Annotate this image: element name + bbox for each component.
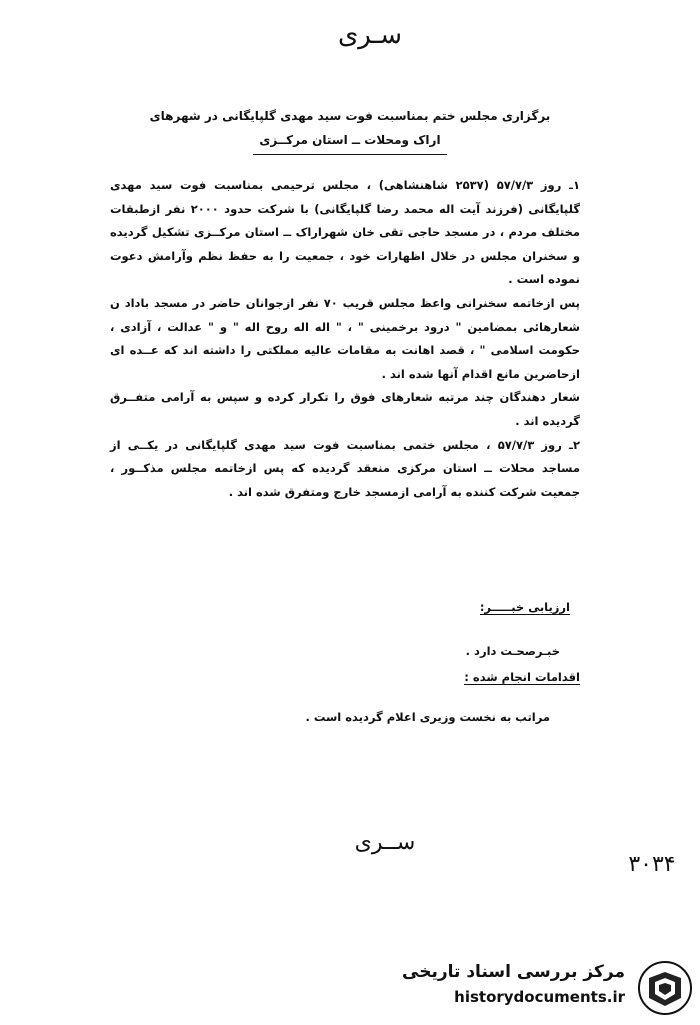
heading-line-2: اراک ومحلات ــ استان مرکــزی — [253, 128, 446, 155]
paragraph-3: شعار دهندگان چند مرتبه شعارهای فوق را تکرار کرده و سپس به آرامی متفــرق گردیده اند . — [110, 390, 580, 428]
watermark-url: historydocuments.ir — [454, 988, 625, 1006]
actions-heading-text: اقدامات انجام شده : — [464, 670, 580, 684]
archive-watermark — [402, 958, 695, 1018]
classification-mark-bottom: ســری — [354, 830, 416, 855]
document-heading — [100, 104, 600, 155]
classification-mark-top: سـری — [337, 20, 403, 50]
paragraph-2: پس ازخاتمه سخنرانی واعظ مجلس قریب ۷۰ نفر ازجوانان حاضر در مسجد باداد ن شعارهائی بمضامین " درود برخمینی " ، " اله اله روح اله " و " عدالت ، آزادی ، حکومت اسلامی " ، قصد اهانت به مقامات عالیه مملکتی را داشته اند که عــده ای ازحاضرین مانع اقدام آنها شده اند . — [110, 295, 580, 381]
evaluation-text: خبـرصحـت دارد . — [465, 644, 560, 658]
actions-heading — [440, 670, 580, 684]
paragraph-4: ۲ـ روز ۵۷/۷/۳ ، مجلس ختمی بمناسبت فوت سید مهدی گلپایگانی در یکــی از مساجد محلات ــ استان مرکزی منعقد گردیده که پس ازخاتمه مجلس مذکــور ، جمعیت شرکت کننده به آرامی ازمسجد خارج ومتفرق شده اند . — [110, 437, 580, 499]
document-body — [110, 174, 580, 504]
document-number: ۳۰۳۴ — [628, 852, 676, 877]
paragraph-1: ۱ـ روز ۵۷/۷/۳ (۲۵۳۷ شاهنشاهی) ، مجلس ترحیمی بمناسبت فوت سید مهدی گلپایگانی (فرزند آیت اله محمد رضا گلپایگانی) با شرکت حدود ۲۰۰۰ نفر ازطبقات مختلف مردم ، در مسجد حاجی تقی خان شهراراک ــ استان مرکــزی تشکیل گردیده و سخنران مجلس در خلال اظهارات خود ، جمعیت را به حفظ نظم وآرامش دعوت نموده است . — [110, 178, 581, 287]
actions-text: مراتب به نخست وزیری اعلام گردیده است . — [305, 710, 550, 724]
evaluation-heading — [430, 600, 570, 614]
evaluation-heading-text: ارزیابی خبـــــر: — [479, 600, 570, 614]
watermark-title: مرکز بررسی اسناد تاریخی — [402, 962, 625, 982]
book-shield-icon — [637, 960, 693, 1016]
heading-line-1: برگزاری مجلس ختم بمناسبت فوت سید مهدی گلپایگانی در شهرهای — [149, 109, 551, 123]
